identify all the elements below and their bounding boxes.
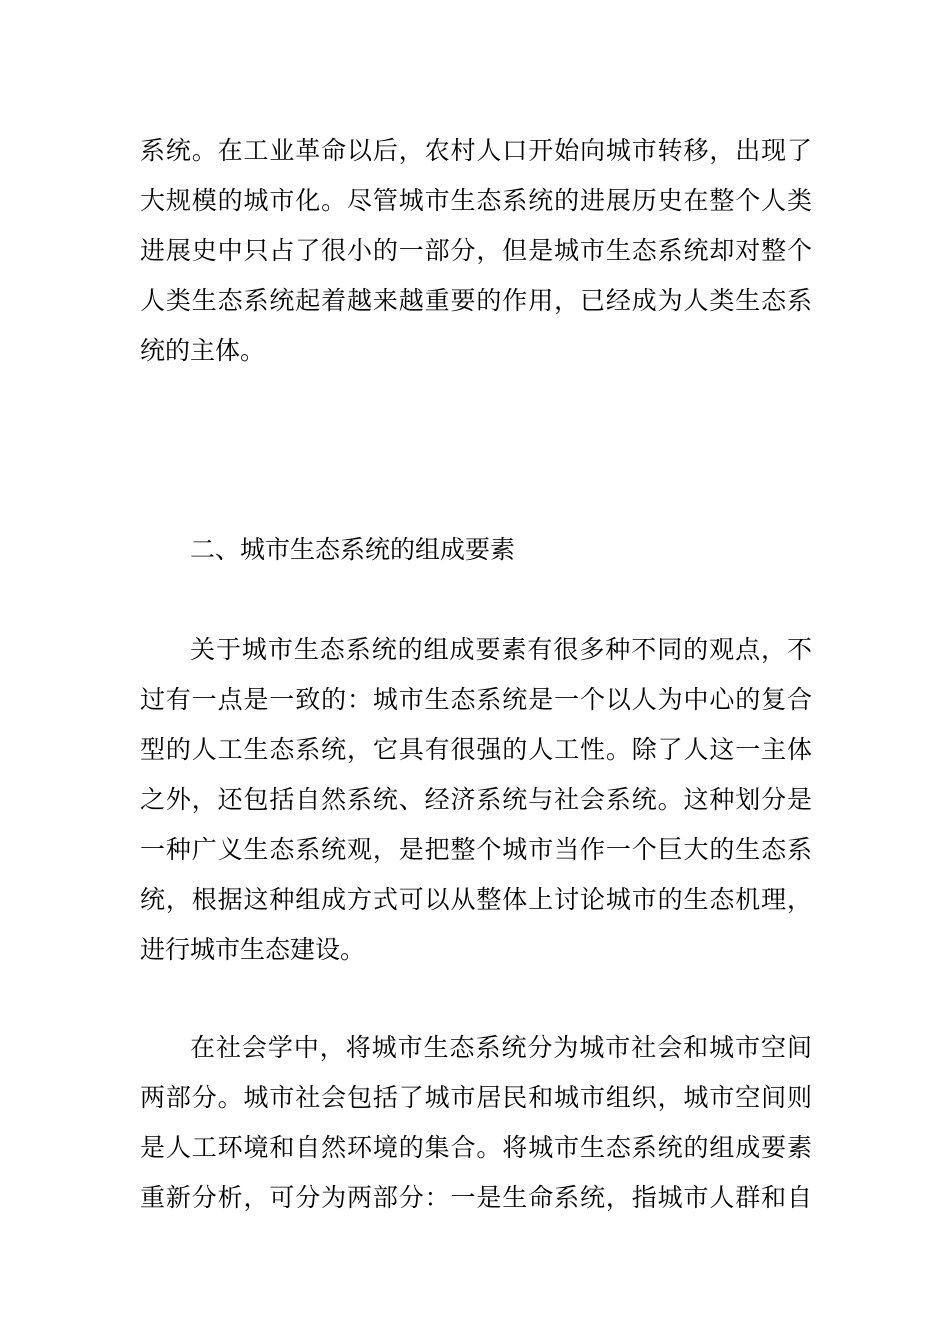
text-line: 进展史中只占了很小的一部分，但是城市生态系统却对整个 [140, 236, 812, 265]
text-line: 系统。在工业革命以后，农村人口开始向城市转移，出现了 [140, 136, 812, 165]
text-line: 人类生态系统起着越来越重要的作用，已经成为人类生态系 [140, 286, 812, 315]
text-line: 统，根据这种组成方式可以从整体上讨论城市的生态机理， [140, 885, 812, 914]
section-heading [140, 525, 812, 575]
text-line: 是人工环境和自然环境的集合。将城市生态系统的组成要素 [140, 1133, 812, 1162]
paragraph-continuation [140, 126, 812, 376]
text-line: 统的主体。 [140, 336, 266, 365]
text-line: 大规模的城市化。尽管城市生态系统的进展历史在整个人类 [140, 186, 812, 215]
text-line: 之外，还包括自然系统、经济系统与社会系统。这种划分是 [140, 785, 812, 814]
text-line: 重新分析，可分为两部分：一是生命系统，指城市人群和自 [140, 1183, 812, 1212]
text-line: 在社会学中，将城市生态系统分为城市社会和城市空间 [190, 1033, 812, 1062]
text-line: 一种广义生态系统观，是把整个城市当作一个巨大的生态系 [140, 835, 812, 864]
text-line: 过有一点是一致的：城市生态系统是一个以人为中心的复合 [140, 685, 812, 714]
paragraph-composition [140, 625, 812, 975]
heading-text: 二、城市生态系统的组成要素 [190, 535, 516, 564]
text-line: 关于城市生态系统的组成要素有很多种不同的观点，不 [190, 635, 812, 664]
text-line: 两部分。城市社会包括了城市居民和城市组织，城市空间则 [140, 1083, 812, 1112]
paragraph-sociology [140, 1023, 812, 1223]
text-line: 进行城市生态建设。 [140, 935, 366, 964]
text-line: 型的人工生态系统，它具有很强的人工性。除了人这一主体 [140, 735, 812, 764]
